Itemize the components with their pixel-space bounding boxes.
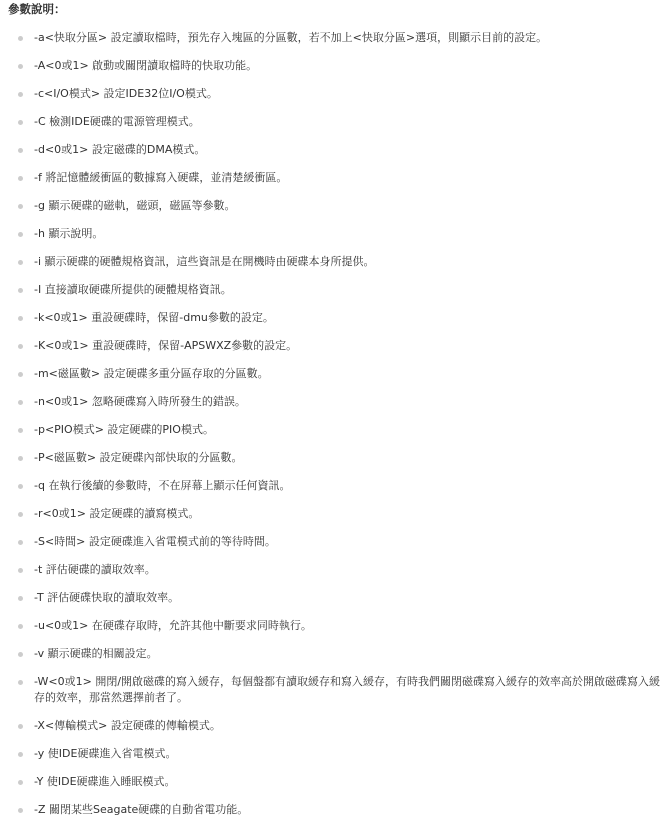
bullet-icon: [18, 428, 23, 433]
bullet-icon: [18, 540, 23, 545]
bullet-icon: [18, 596, 23, 601]
option-text: -W<0或1> 開閉/開啟磁碟的寫入緩存，每個盤都有讀取緩存和寫入緩存，有時我們關閉磁碟寫入緩存的效率高於開啟磁碟寫入緩存的效率，那當然選擇前者了。: [34, 675, 661, 704]
list-item: [0, 254, 671, 270]
bullet-icon: [18, 204, 23, 209]
option-text: -p<PIO模式> 設定硬碟的PIO模式。: [34, 423, 214, 436]
option-text: -T 評估硬碟快取的讀取效率。: [34, 591, 180, 604]
option-text: -I 直接讀取硬碟所提供的硬體規格資訊。: [34, 283, 232, 296]
bullet-icon: [18, 120, 23, 125]
option-text: -a<快取分區> 設定讀取檔時，預先存入塊區的分區數，若不加上<快取分區>選項，則顯示目前的設定。: [34, 31, 548, 44]
option-text: -A<0或1> 啟動或關閉讀取檔時的快取功能。: [34, 59, 258, 72]
option-text: -h 顯示說明。: [34, 227, 104, 240]
list-item: [0, 506, 671, 522]
list-item: [0, 310, 671, 326]
list-item: [0, 774, 671, 790]
option-text: -n<0或1> 忽略硬碟寫入時所發生的錯誤。: [34, 395, 246, 408]
option-text: -i 顯示硬碟的硬體規格資訊，這些資訊是在開機時由硬碟本身所提供。: [34, 255, 375, 268]
bullet-icon: [18, 456, 23, 461]
bullet-icon: [18, 568, 23, 573]
bullet-icon: [18, 624, 23, 629]
bullet-icon: [18, 372, 23, 377]
list-item: [0, 590, 671, 606]
bullet-icon: [18, 752, 23, 757]
bullet-icon: [18, 36, 23, 41]
option-text: -v 顯示硬碟的相關設定。: [34, 647, 158, 660]
list-item: [0, 30, 671, 46]
bullet-icon: [18, 512, 23, 517]
option-text: -C 檢測IDE硬碟的電源管理模式。: [34, 115, 200, 128]
list-item: [0, 142, 671, 158]
list-item: [0, 478, 671, 494]
list-item: [0, 534, 671, 550]
option-text: -c<I/O模式> 設定IDE32位I/O模式。: [34, 87, 218, 100]
option-text: -Z 關閉某些Seagate硬碟的自動省電功能。: [34, 803, 249, 816]
list-item: [0, 282, 671, 298]
bullet-icon: [18, 92, 23, 97]
bullet-icon: [18, 680, 23, 685]
list-item: [0, 746, 671, 762]
option-text: -Y 使IDE硬碟進入睡眠模式。: [34, 775, 176, 788]
bullet-icon: [18, 64, 23, 69]
list-item: [0, 646, 671, 662]
option-text: -K<0或1> 重設硬碟時，保留-APSWXZ參數的設定。: [34, 339, 298, 352]
bullet-icon: [18, 780, 23, 785]
list-item: [0, 450, 671, 466]
option-text: -m<磁區數> 設定硬碟多重分區存取的分區數。: [34, 367, 269, 380]
bullet-icon: [18, 400, 23, 405]
list-item: [0, 618, 671, 634]
page-heading: 參數說明：: [8, 2, 66, 16]
option-text: -d<0或1> 設定磁碟的DMA模式。: [34, 143, 206, 156]
option-text: -k<0或1> 重設硬碟時，保留-dmu參數的設定。: [34, 311, 274, 324]
list-item: [0, 394, 671, 410]
bullet-icon: [18, 260, 23, 265]
option-text: -S<時間> 設定硬碟進入省電模式前的等待時間。: [34, 535, 276, 548]
list-item: [0, 366, 671, 382]
list-item: [0, 226, 671, 242]
bullet-icon: [18, 288, 23, 293]
option-text: -q 在執行後續的參數時，不在屏幕上顯示任何資訊。: [34, 479, 291, 492]
bullet-icon: [18, 652, 23, 657]
option-text: -u<0或1> 在硬碟存取時，允許其他中斷要求同時執行。: [34, 619, 312, 632]
option-text: -r<0或1> 設定硬碟的讀寫模式。: [34, 507, 200, 520]
list-item: [0, 198, 671, 214]
option-text: -t 評估硬碟的讀取效率。: [34, 563, 156, 576]
bullet-icon: [18, 148, 23, 153]
option-text: -f 將記憶體緩衝區的數據寫入硬碟，並清楚緩衝區。: [34, 171, 288, 184]
bullet-icon: [18, 724, 23, 729]
list-item: [0, 674, 671, 706]
option-text: -X<傳輸模式> 設定硬碟的傳輸模式。: [34, 719, 221, 732]
option-text: -y 使IDE硬碟進入省電模式。: [34, 747, 177, 760]
options-list: [0, 30, 671, 830]
list-item: [0, 338, 671, 354]
bullet-icon: [18, 808, 23, 813]
option-text: -P<磁區數> 設定硬碟內部快取的分區數。: [34, 451, 243, 464]
list-item: [0, 86, 671, 102]
bullet-icon: [18, 484, 23, 489]
list-item: [0, 422, 671, 438]
bullet-icon: [18, 316, 23, 321]
list-item: [0, 170, 671, 186]
list-item: [0, 58, 671, 74]
bullet-icon: [18, 232, 23, 237]
option-text: -g 顯示硬碟的磁軌，磁頭，磁區等參數。: [34, 199, 236, 212]
bullet-icon: [18, 344, 23, 349]
list-item: [0, 718, 671, 734]
bullet-icon: [18, 176, 23, 181]
list-item: [0, 114, 671, 130]
list-item: [0, 562, 671, 578]
